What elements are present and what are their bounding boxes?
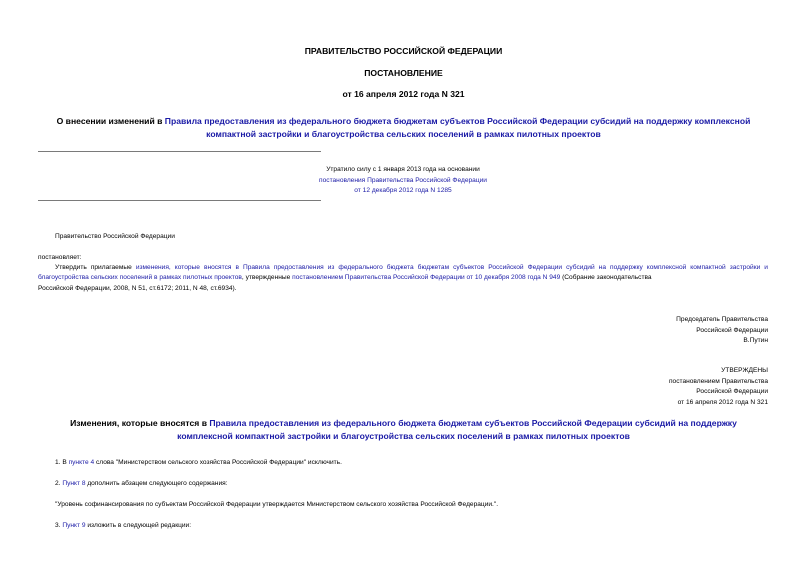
changes-title-prefix: Изменения, которые вносятся в xyxy=(70,418,210,428)
title-link-rules-cont[interactable]: компактной застройки и благоустройства сельских поселений в рамках пилотных проектов xyxy=(206,129,601,139)
signature-block xyxy=(500,315,768,347)
changes-title xyxy=(0,417,807,443)
approve-prefix: Утвердить прилагаемые xyxy=(55,264,136,271)
signature-org: Российской Федерации xyxy=(696,326,768,334)
item-2-text: дополнить абзацем следующего содержания: xyxy=(85,480,228,487)
item-3-prefix: 3. xyxy=(55,522,63,529)
doc-type-heading: ПОСТАНОВЛЕНИЕ xyxy=(364,68,443,78)
item-1 xyxy=(55,458,342,469)
approve-suffix: (Собрание законодательства xyxy=(560,274,652,282)
status-note-text: Утратило силу с 1 января 2013 года на основании xyxy=(326,166,480,173)
item-3 xyxy=(55,521,191,532)
approve-mid: , утвержденные xyxy=(241,274,293,282)
item-3-text: изложить в следующей редакции: xyxy=(85,522,192,529)
item-3-link-clause-9[interactable]: Пункт 9 xyxy=(62,522,86,529)
title-link-rules[interactable]: Правила предоставления из федерального бюджета бюджетам субъектов Российской Федерации субсидий на поддержку комплексной xyxy=(164,116,751,126)
decides-line: постановляет: xyxy=(38,254,82,261)
item-2-prefix: 2. xyxy=(55,480,63,487)
approved-by: постановлением Правительства xyxy=(668,377,768,385)
approve-link-decree-949[interactable]: постановлением Правительства Российской Федерации от 10 декабря 2008 года N 949 xyxy=(292,274,561,282)
government-line: Правительство Российской Федерации xyxy=(55,233,175,240)
item-1-prefix: 1. В xyxy=(55,459,69,466)
item-2-quote: "Уровень софинансирования по субъектам Российской Федерации утверждается Министерством сельского хозяйства Российской Федерации.". xyxy=(55,501,499,508)
item-1-text: слова "Министерством сельского хозяйства Российской Федерации" исключить. xyxy=(94,459,342,466)
doc-date-number: от 16 апреля 2012 года N 321 xyxy=(342,89,465,99)
item-2-link-clause-8[interactable]: Пункт 8 xyxy=(62,480,86,487)
status-note xyxy=(250,165,556,197)
approved-org: Российской Федерации xyxy=(696,388,768,395)
title-prefix: О внесении изменений в xyxy=(56,116,165,126)
approved-date: от 16 апреля 2012 года N 321 xyxy=(677,398,768,406)
approve-link-changes[interactable]: изменения, которые вносятся в Правила предоставления из федерального бюджета бюджетам субъектов Российской Федерации субсидий на поддержку комплексной компактной xyxy=(135,264,726,271)
document-title xyxy=(0,115,807,141)
approve-paragraph xyxy=(38,263,768,294)
government-heading: ПРАВИТЕЛЬСТВО РОССИЙСКОЙ ФЕДЕРАЦИИ xyxy=(304,46,503,56)
status-divider-top xyxy=(38,151,321,152)
approve-line3: Российской Федерации, 2008, N 51, ст.6172; 2011, N 48, ст.6934). xyxy=(38,284,237,292)
item-2 xyxy=(55,479,228,490)
changes-title-link-rules-cont[interactable]: комплексной компактной застройки и благоустройства сельских поселений в рамках пилотных проектов xyxy=(177,431,630,441)
item-1-link-clause-4[interactable]: пункте 4 xyxy=(68,459,95,466)
approve-link-changes-cont[interactable]: застройки и благоустройства сельских поселений в рамках пилотных проектов xyxy=(38,264,768,282)
approved-heading: УТВЕРЖДЕНЫ xyxy=(721,367,768,374)
signature-name: В.Путин xyxy=(743,337,768,344)
status-note-link-decree[interactable]: постановления Правительства Российской Федерации xyxy=(319,176,487,184)
signature-title: Председатель Правительства xyxy=(676,316,768,323)
status-note-link-date[interactable]: от 12 декабря 2012 года N 1285 xyxy=(354,187,452,194)
approved-block xyxy=(500,366,768,408)
status-divider-bottom xyxy=(38,200,321,201)
changes-title-link-rules[interactable]: Правила предоставления из федерального бюджета бюджетам субъектов Российской Федерации субсидий на поддержку xyxy=(209,418,737,428)
